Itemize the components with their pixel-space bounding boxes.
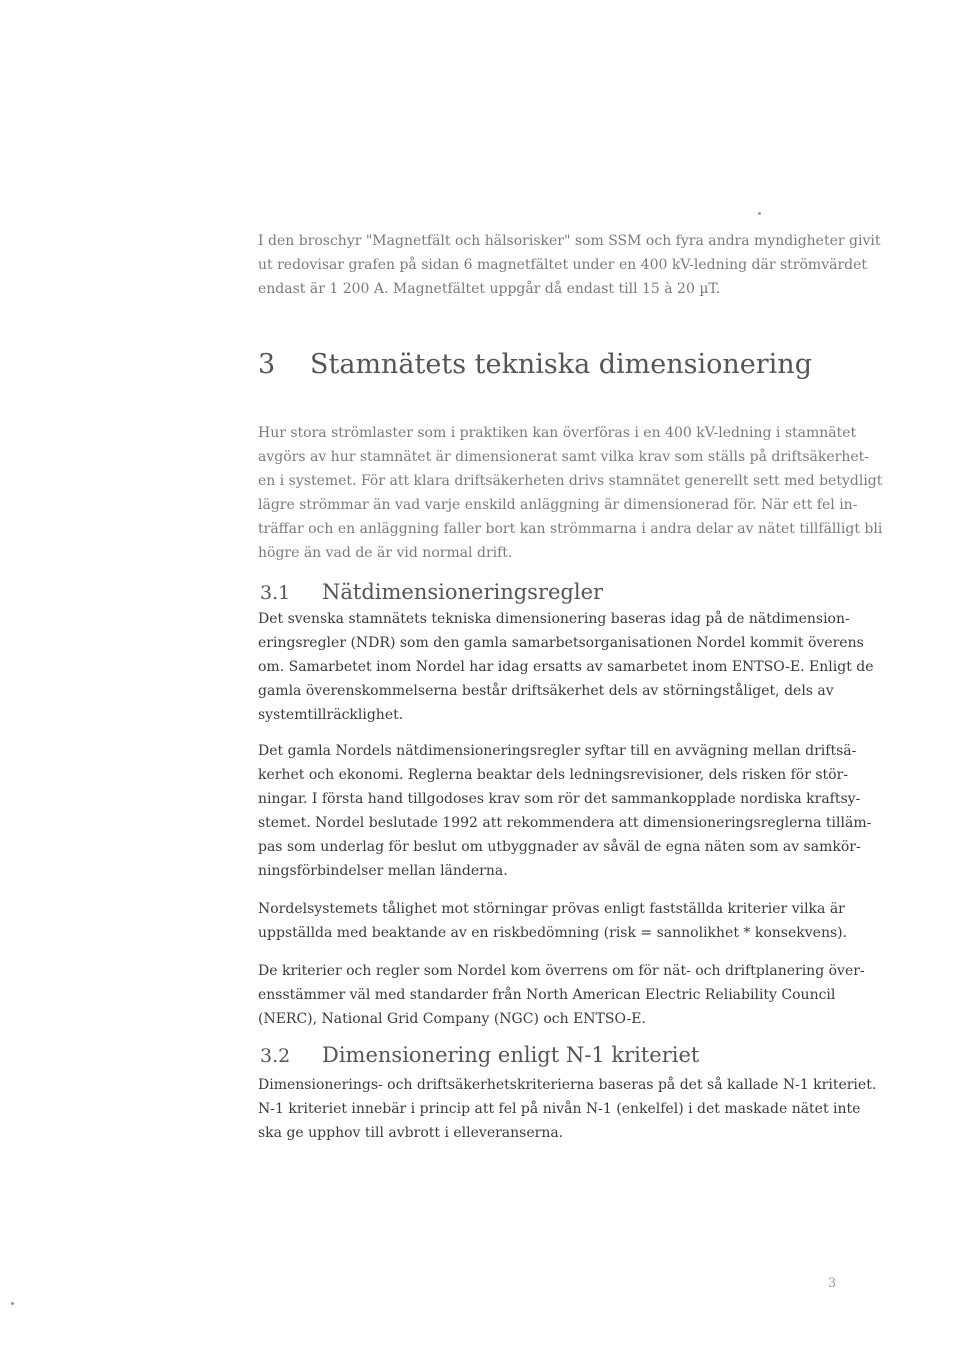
paragraph (258, 1073, 877, 1145)
section-heading (258, 349, 812, 380)
subsection-title: Dimensionering enligt N-1 kriteriet (322, 1043, 700, 1067)
text-line: en i systemet. För att klara driftsäkerheten drivs stamnätet generellt sett med betydligt (258, 473, 883, 489)
subsection-title: Nätdimensioneringsregler (322, 580, 604, 604)
subsection-body (258, 897, 848, 945)
text-line: ensstämmer väl med standarder från North American Electric Reliability Council (258, 987, 836, 1003)
text-line: Nordelsystemets tålighet mot störningar prövas enligt fastställda kriterier vilka är (258, 901, 845, 917)
section-body (258, 421, 883, 565)
text-line: eringsregler (NDR) som den gamla samarbetsorganisationen Nordel kommit överens (258, 635, 864, 651)
text-line: träffar och en anläggning faller bort kan strömmarna i andra delar av nätet tillfälligt bli (258, 521, 883, 537)
text-line: ningsförbindelser mellan länderna. (258, 863, 508, 879)
text-line: ut redovisar grafen på sidan 6 magnetfältet under en 400 kV-ledning där strömvärdet (258, 257, 868, 273)
subsection-body (258, 1073, 877, 1145)
section-title: Stamnätets tekniska dimensionering (310, 349, 812, 380)
text-line: ska ge upphov till avbrott i elleveranserna. (258, 1125, 564, 1141)
subsection-body (258, 959, 865, 1031)
paragraph (258, 959, 865, 1031)
text-line: Dimensionerings- och driftsäkerhetskriterierna baseras på det så kallade N-1 kriteriet. (258, 1077, 877, 1093)
text-line: uppställda med beaktande av en riskbedömning (risk = sannolikhet * konsekvens). (258, 925, 848, 941)
text-line: systemtillräcklighet. (258, 707, 404, 723)
text-line: ningar. I första hand tillgodoses krav som rör det sammankopplade nordiska kraftsy- (258, 791, 861, 807)
subsection-heading (260, 1043, 699, 1067)
text-line: stemet. Nordel beslutade 1992 att rekommendera att dimensioneringsreglerna tilläm- (258, 815, 872, 831)
text-line: om. Samarbetet inom Nordel har idag ersatts av samarbetet inom ENTSO-E. Enligt de (258, 659, 874, 675)
subsection-number: 3.1 (260, 582, 291, 604)
paragraph (258, 897, 848, 945)
text-line: gamla överenskommelserna består driftsäkerhet dels av störningståliget, dels av (258, 683, 834, 699)
subsection-heading (260, 580, 603, 604)
section-number: 3 (258, 349, 276, 380)
text-line: högre än vad de är vid normal drift. (258, 545, 513, 561)
text-line: kerhet och ekonomi. Reglerna beaktar dels ledningsrevisioner, dels risken för stör- (258, 767, 849, 783)
paragraph (258, 739, 872, 883)
text-line: Det gamla Nordels nätdimensioneringsregler syftar till en avvägning mellan driftsä- (258, 743, 857, 759)
subsection-body (258, 607, 874, 727)
page-number: 3 (828, 1276, 837, 1291)
subsection-number: 3.2 (260, 1045, 291, 1067)
text-line: (NERC), National Grid Company (NGC) och ENTSO-E. (258, 1011, 646, 1027)
scan-speck (758, 212, 761, 215)
text-line: Det svenska stamnätets tekniska dimensionering baseras idag på de nätdimension- (258, 611, 850, 627)
scan-speck (11, 1302, 14, 1305)
text-line: lägre strömmar än vad varje enskild anläggning är dimensionerad för. När ett fel in- (258, 497, 858, 513)
intro-paragraph (258, 229, 881, 301)
text-line: De kriterier och regler som Nordel kom överrens om för nät- och driftplanering över- (258, 963, 865, 979)
text-line: I den broschyr "Magnetfält och hälsorisker" som SSM och fyra andra myndigheter givit (258, 233, 881, 249)
text-line: Hur stora strömlaster som i praktiken kan överföras i en 400 kV-ledning i stamnätet (258, 425, 857, 441)
text-line: avgörs av hur stamnätet är dimensionerat samt vilka krav som ställs på driftsäkerhet- (258, 449, 869, 465)
text-line: pas som underlag för beslut om utbyggnader av såväl de egna näten som av samkör- (258, 839, 861, 855)
paragraph (258, 607, 874, 727)
text-line: N-1 kriteriet innebär i princip att fel på nivån N-1 (enkelfel) i det maskade nätet inte (258, 1101, 861, 1117)
subsection-body (258, 739, 872, 883)
text-line: endast är 1 200 A. Magnetfältet uppgår då endast till 15 à 20 µT. (258, 281, 721, 297)
